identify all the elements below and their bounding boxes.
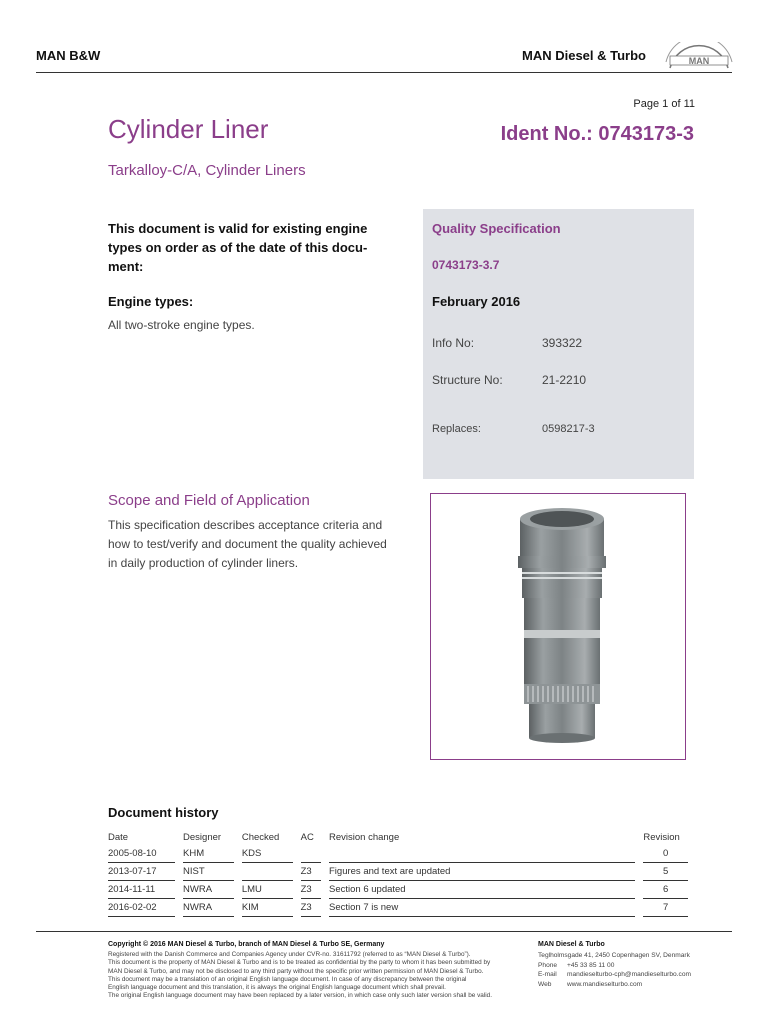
col-revision-change: Revision change <box>329 831 400 843</box>
row-revision: 0 <box>643 845 688 863</box>
history-heading: Document history <box>108 805 219 820</box>
footer-rule <box>36 931 732 932</box>
row-change: Section 7 is new <box>329 899 635 917</box>
row-change <box>329 845 635 863</box>
table-row <box>108 863 688 881</box>
phone-label: Phone <box>538 961 558 969</box>
ident-number: Ident No.: 0743173-3 <box>500 123 694 145</box>
row-designer: NIST <box>183 863 234 881</box>
col-designer: Designer <box>183 831 222 843</box>
header-brand-left: MAN B&W <box>36 48 101 63</box>
footer-legal-line: This document is the property of MAN Diesel & Turbo and is to be treated as confidential by the party to whom it has been submitted by <box>108 959 491 967</box>
email-label: E-mail <box>538 971 557 979</box>
replaces-label: Replaces: <box>432 423 481 435</box>
document-title: Cylinder Liner <box>108 114 269 144</box>
row-revision: 5 <box>643 863 688 881</box>
footer-legal-line: This document may be a translation of an original English language document. In case of any discrepancy between the original <box>108 975 467 983</box>
row-checked <box>242 863 293 881</box>
table-row <box>108 845 688 863</box>
history-table <box>108 829 688 917</box>
col-revision: Revision <box>643 831 680 843</box>
table-row <box>108 899 688 917</box>
footer-legal-line: The original English language document may have been replaced by a later version, in which case only such later version shall be valid. <box>108 992 493 1000</box>
row-ac: Z3 <box>301 899 321 917</box>
replaces-value: 0598217-3 <box>542 423 595 435</box>
footer-legal <box>108 951 528 1001</box>
engine-types-text: All two-stroke engine types. <box>108 318 255 332</box>
row-checked: LMU <box>242 881 293 899</box>
cylinder-liner-image <box>430 493 686 760</box>
row-designer: KHM <box>183 845 234 863</box>
cylinder-liner-illustration <box>431 494 685 759</box>
table-row <box>108 881 688 899</box>
header-rule <box>36 72 732 73</box>
footer-legal-line: Registered with the Danish Commerce and Companies Agency under CVR-no. 31611792 (referred to as “MAN Diesel & Turbo”). <box>108 951 471 958</box>
info-no-label: Info No: <box>432 336 475 350</box>
col-ac: AC <box>300 831 314 843</box>
row-revision: 7 <box>643 899 688 917</box>
row-change: Section 6 updated <box>329 881 635 899</box>
email-link[interactable]: mandieselturbo-cph@mandieselturbo.com <box>567 971 691 979</box>
engine-types-heading: Engine types: <box>108 294 194 309</box>
structure-no-value: 21-2210 <box>542 373 587 387</box>
row-change: Figures and text are updated <box>329 863 635 881</box>
web-label: Web <box>538 980 552 988</box>
phone-value: +45 33 85 11 00 <box>567 961 615 969</box>
footer-address: Teglholmsgade 41, 2450 Copenhagen SV, Denmark <box>538 952 690 959</box>
row-checked: KIM <box>242 899 293 917</box>
col-checked: Checked <box>241 831 280 843</box>
row-ac: Z3 <box>301 863 321 881</box>
spec-date: February 2016 <box>432 294 521 309</box>
row-ac <box>301 845 321 863</box>
man-logo-text: MAN <box>688 56 710 66</box>
row-checked: KDS <box>242 845 293 863</box>
footer-contact <box>538 951 691 989</box>
row-revision: 6 <box>643 881 688 899</box>
col-date: Date <box>108 831 129 843</box>
scope-text: This specification describes acceptance criteria and how to test/verify and document the quality achieved in daily production of cylinder liners. <box>108 518 387 570</box>
row-date: 2014-11-11 <box>108 881 175 899</box>
header-brand-right: MAN Diesel & Turbo <box>522 48 646 63</box>
page-number: Page 1 of 11 <box>633 98 695 110</box>
row-designer: NWRA <box>183 899 234 917</box>
row-ac: Z3 <box>301 881 321 899</box>
structure-no-label: Structure No: <box>432 373 503 387</box>
row-designer: NWRA <box>183 881 234 899</box>
spec-heading: Quality Specification <box>432 221 561 236</box>
footer-legal-line: MAN Diesel & Turbo, and may not be disclosed to any third party without the specific prior written permission of MAN Diesel & Turbo. <box>108 967 484 975</box>
row-date: 2016-02-02 <box>108 899 175 917</box>
footer-copyright: Copyright © 2016 MAN Diesel & Turbo, branch of MAN Diesel & Turbo SE, Germany <box>108 941 385 948</box>
web-link[interactable]: www.mandieselturbo.com <box>567 980 643 988</box>
man-logo <box>664 42 734 72</box>
spec-number: 0743173-3.7 <box>432 258 500 272</box>
row-date: 2005-08-10 <box>108 845 175 863</box>
footer-legal-line: English language document and this translation, it is always the original English language document which shall prevail. <box>108 984 446 992</box>
validity-statement: This document is valid for existing engine types on order as of the date of this docu-ment: <box>108 221 368 274</box>
row-date: 2013-07-17 <box>108 863 175 881</box>
info-no-value: 393322 <box>542 336 583 350</box>
document-subtitle: Tarkalloy-C/A, Cylinder Liners <box>108 162 306 179</box>
scope-heading: Scope and Field of Application <box>108 492 310 509</box>
footer-company: MAN Diesel & Turbo <box>538 941 605 948</box>
